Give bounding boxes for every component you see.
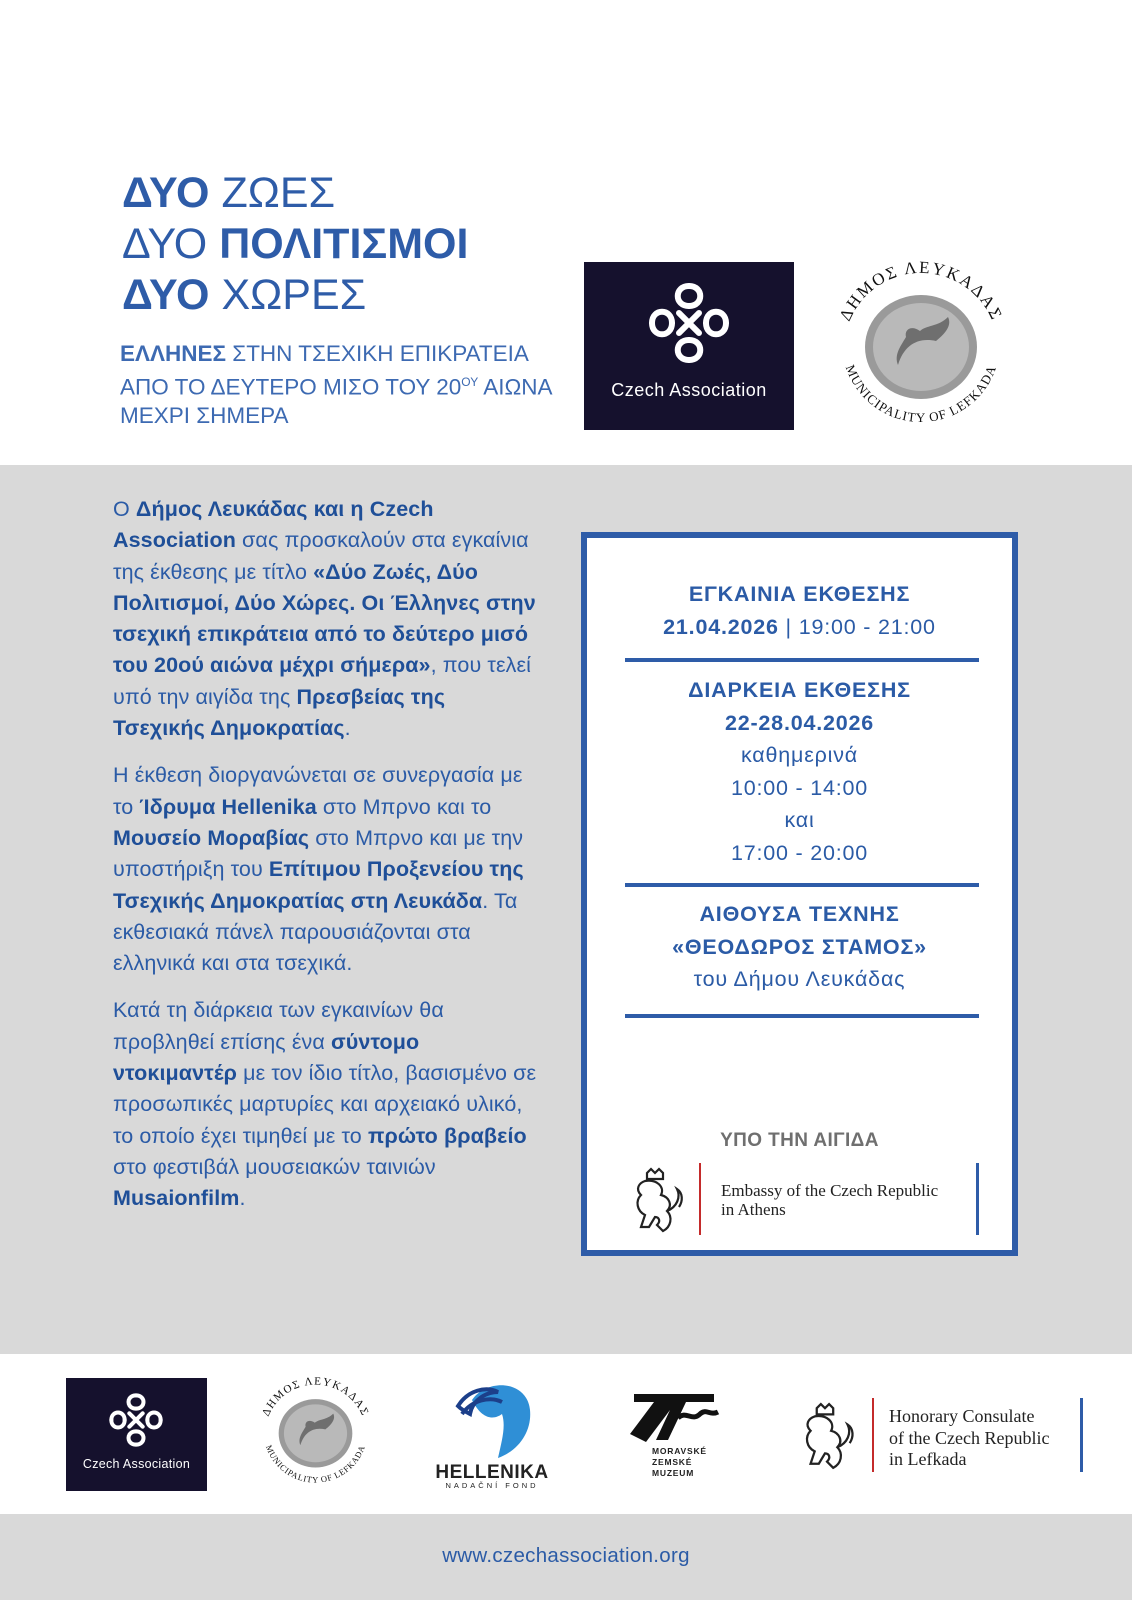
website-link[interactable]: www.czechassociation.org [442,1544,690,1567]
moravian-museum-emblem-icon [626,1390,726,1446]
embassy-blue-rule [976,1163,979,1235]
svg-text:ΔΗΜΟΣ ΛΕΥΚΑΔΑΣ: ΔΗΜΟΣ ΛΕΥΚΑΔΑΣ [260,1375,371,1419]
svg-text:MUNICIPALITY OF LEFKADA: MUNICIPALITY OF LEFKADA [842,362,1000,426]
consulate-name: Honorary Consulate of the Czech Republic in Lefkada [889,1406,1050,1469]
collaboration-paragraph: Η έκθεση διοργανώνεται σε συνεργασία με το Ίδρυμα Hellenika στο Μπρνο και το Μουσείο Μοραβίας στο Μπρνο και με την υποστήριξη του Επίτιμου Προξενείου της Τσεχικής Δημοκρατίας στη Λευκάδα. Τα εκθεσιακά πάνελ παρουσιάζονται στα ελληνικά και στα τσεχικά. [113,763,524,976]
exhibition-subtitle: ΕΛΛΗΝΕΣ ΣΤΗΝ ΤΣΕΧΙΚΗ ΕΠΙΚΡΑΤΕΙΑ ΑΠΟ ΤΟ ΔΕΥΤΕΡΟ ΜΙΣΟ ΤΟΥ $20^{O\Upsilon}$ ΑΙΩΝΑ ΜΕΧΡΙ ΣΗΜΕΡΑ [120,341,553,428]
hellenika-logo [432,1380,552,1490]
municipality-of-lefkada-logo [826,255,1016,435]
czech-lion-icon [796,1402,856,1474]
moravian-museum-name: MORAVSKÉ ZEMSKÉ MUZEUM [652,1446,707,1478]
exhibition-title: ΔΥΟ ΖΩΕΣ ΔΥΟ ΠΟΛΙΤΙΣΜΟΙ ΔΥΟ ΧΩΡΕΣ [122,169,469,319]
documentary-paragraph: Κατά τη διάρκεια των εγκαινίων θα προβληθεί επίσης ένα σύντομο ντοκιμαντέρ με τον ίδιο τίτλο, βασισμένο σε προσωπικές μαρτυρίες και αρχειακό υλικό, το οποίο έχει τιμηθεί με το πρώτο βραβείο στο φεστιβάλ μουσειακών ταινιών Musaionfilm. [113,998,537,1211]
czech-association-emblem-icon [644,278,734,368]
czech-lion-icon [627,1167,685,1237]
invitation-text [113,494,543,1231]
footer [0,1514,1132,1600]
duration-section: ΔΙΑΡΚΕΙΑ ΕΚΘΕΣΗΣ 22-28.04.2026 καθημερινά 10:00 - 14:00 και 17:00 - 20:00 [688,678,911,865]
hellenika-emblem-icon [432,1380,552,1462]
svg-text:ΔΗΜΟΣ ΛΕΥΚΑΔΑΣ: ΔΗΜΟΣ ΛΕΥΚΑΔΑΣ [835,257,1007,324]
consulate-red-rule [872,1398,874,1472]
hellenika-name: HELLENIKA [435,1462,549,1483]
czech-association-label: Czech Association [611,380,767,400]
czech-association-logo-small [66,1378,207,1491]
divider [625,658,979,662]
opening-section: ΕΓΚΑΙΝΙΑ ΕΚΘΕΣΗΣ 21.04.2026 | 19:00 - 21:00 [663,582,936,639]
embassy-name: Embassy of the Czech Republic in Athens [721,1181,939,1219]
municipality-of-lefkada-logo-small [253,1372,378,1492]
embassy-red-rule [699,1163,701,1235]
venue-section: ΑΙΘΟΥΣΑ ΤΕΧΝΗΣ «ΘΕΟΔΩΡΟΣ ΣΤΑΜΟΣ» του Δήμου Λευκάδας [672,902,927,991]
divider [625,1014,979,1018]
svg-text:MUNICIPALITY OF LEFKADA: MUNICIPALITY OF LEFKADA [263,1443,367,1485]
invitation-paragraph: Ο Δήμος Λευκάδας και η Czech Association σας προσκαλούν στα εγκαίνια της έκθεσης με τίτλο «Δύο Ζωές, Δύο Πολιτισμοί, Δύο Χώρες. Οι Έλληνες στην τσεχική επικράτεια από το δεύτερο μισό του 20ού αιώνα μέχρι σήμερα», που τελεί υπό την αιγίδα της Πρεσβείας της Τσεχικής Δημοκρατίας. [113,497,536,741]
aegis-label: ΥΠΟ ΤΗΝ ΑΙΓΙΔΑ [720,1130,879,1151]
embassy-logo [627,1163,987,1241]
czech-association-emblem-icon [106,1390,166,1450]
czech-association-logo [584,262,794,430]
moravian-museum-logo [626,1390,726,1490]
consulate-blue-rule [1080,1398,1083,1472]
honorary-consulate-logo [796,1398,1086,1478]
hellenika-subtitle: NADAČNÍ FOND [445,1481,539,1490]
divider [625,883,979,887]
event-info-box [581,532,1018,1256]
czech-association-label: Czech Association [82,1457,191,1471]
